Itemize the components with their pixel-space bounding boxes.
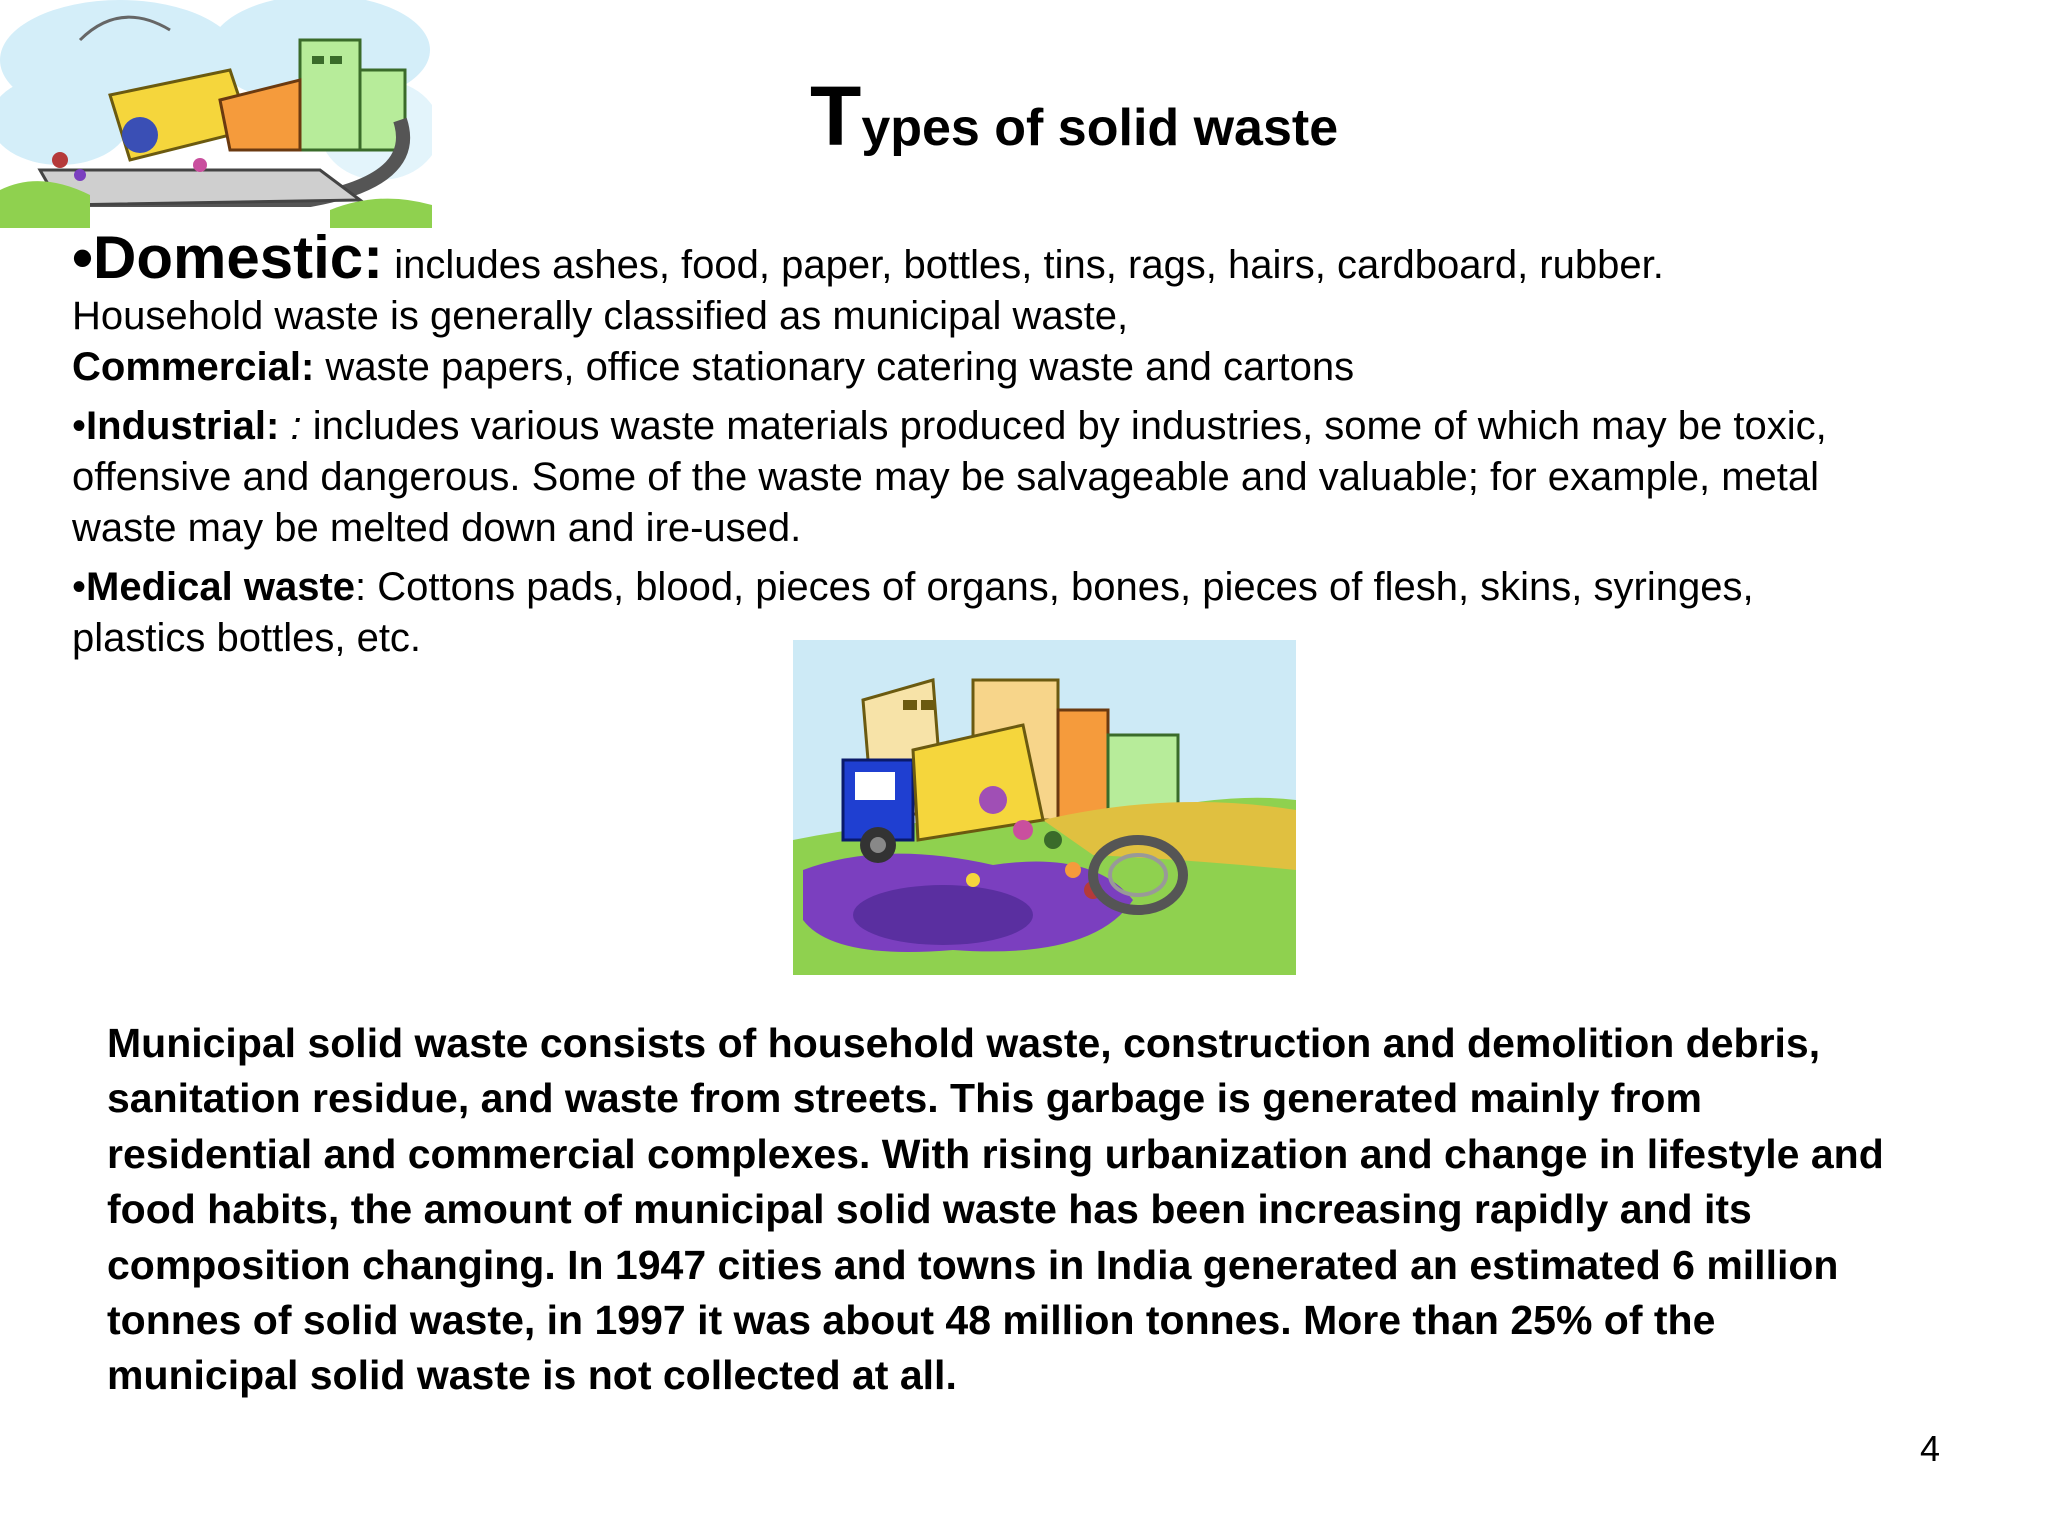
industrial-item xyxy=(72,401,1852,554)
medical-text: : Cottons pads, blood, pieces of organs, bones, pieces of flesh, skins, syringes, plastics bottles, etc. xyxy=(72,565,1754,660)
domestic-item xyxy=(72,224,1852,342)
commercial-text: waste papers, office stationary catering waste and cartons xyxy=(314,345,1355,389)
commercial-heading: Commercial: xyxy=(72,345,315,389)
municipal-solid-waste-paragraph: Municipal solid waste consists of household waste, construction and demolition debris, sanitation residue, and waste from streets. This garbage is generated mainly from residential and commercial complexes. With rising urbanization and change in lifestyle and food habits, the amount of municipal solid waste has been increasing rapidly and its composition changing. In 1947 cities and towns in India generated an estimated 6 million tonnes of solid waste, in 1997 it was about 48 million tonnes. More than 25% of the municipal solid waste is not collected at all. xyxy=(107,1020,1884,1399)
industrial-colon: : xyxy=(279,404,302,448)
slide-title xyxy=(810,66,1630,167)
commercial-item xyxy=(72,342,1852,393)
industrial-text: includes various waste materials produced by industries, some of which may be toxic, offensive and dangerous. Some of the waste may be salvageable and valuable; for example, metal waste may be melted down and ire-used. xyxy=(72,404,1827,550)
title-initial: T xyxy=(810,69,862,163)
title-rest: ypes of solid waste xyxy=(861,99,1339,157)
medical-heading: Medical waste xyxy=(86,565,356,609)
landfill-city-clipart-icon xyxy=(0,0,432,228)
domestic-heading: Domestic: xyxy=(93,224,384,291)
page-number: 4 xyxy=(1920,1428,1941,1469)
industrial-bullet: • xyxy=(72,404,87,448)
industrial-heading: Industrial: xyxy=(86,404,280,448)
domestic-text: includes ashes, food, paper, bottles, tins, rags, hairs, cardboard, rubber. Household waste is generally classified as municipal waste, xyxy=(72,243,1664,338)
garbage-truck-dump-clipart-icon xyxy=(793,640,1296,975)
domestic-bullet: • xyxy=(72,224,94,291)
medical-bullet: • xyxy=(72,565,87,609)
waste-types-list xyxy=(72,224,1852,664)
